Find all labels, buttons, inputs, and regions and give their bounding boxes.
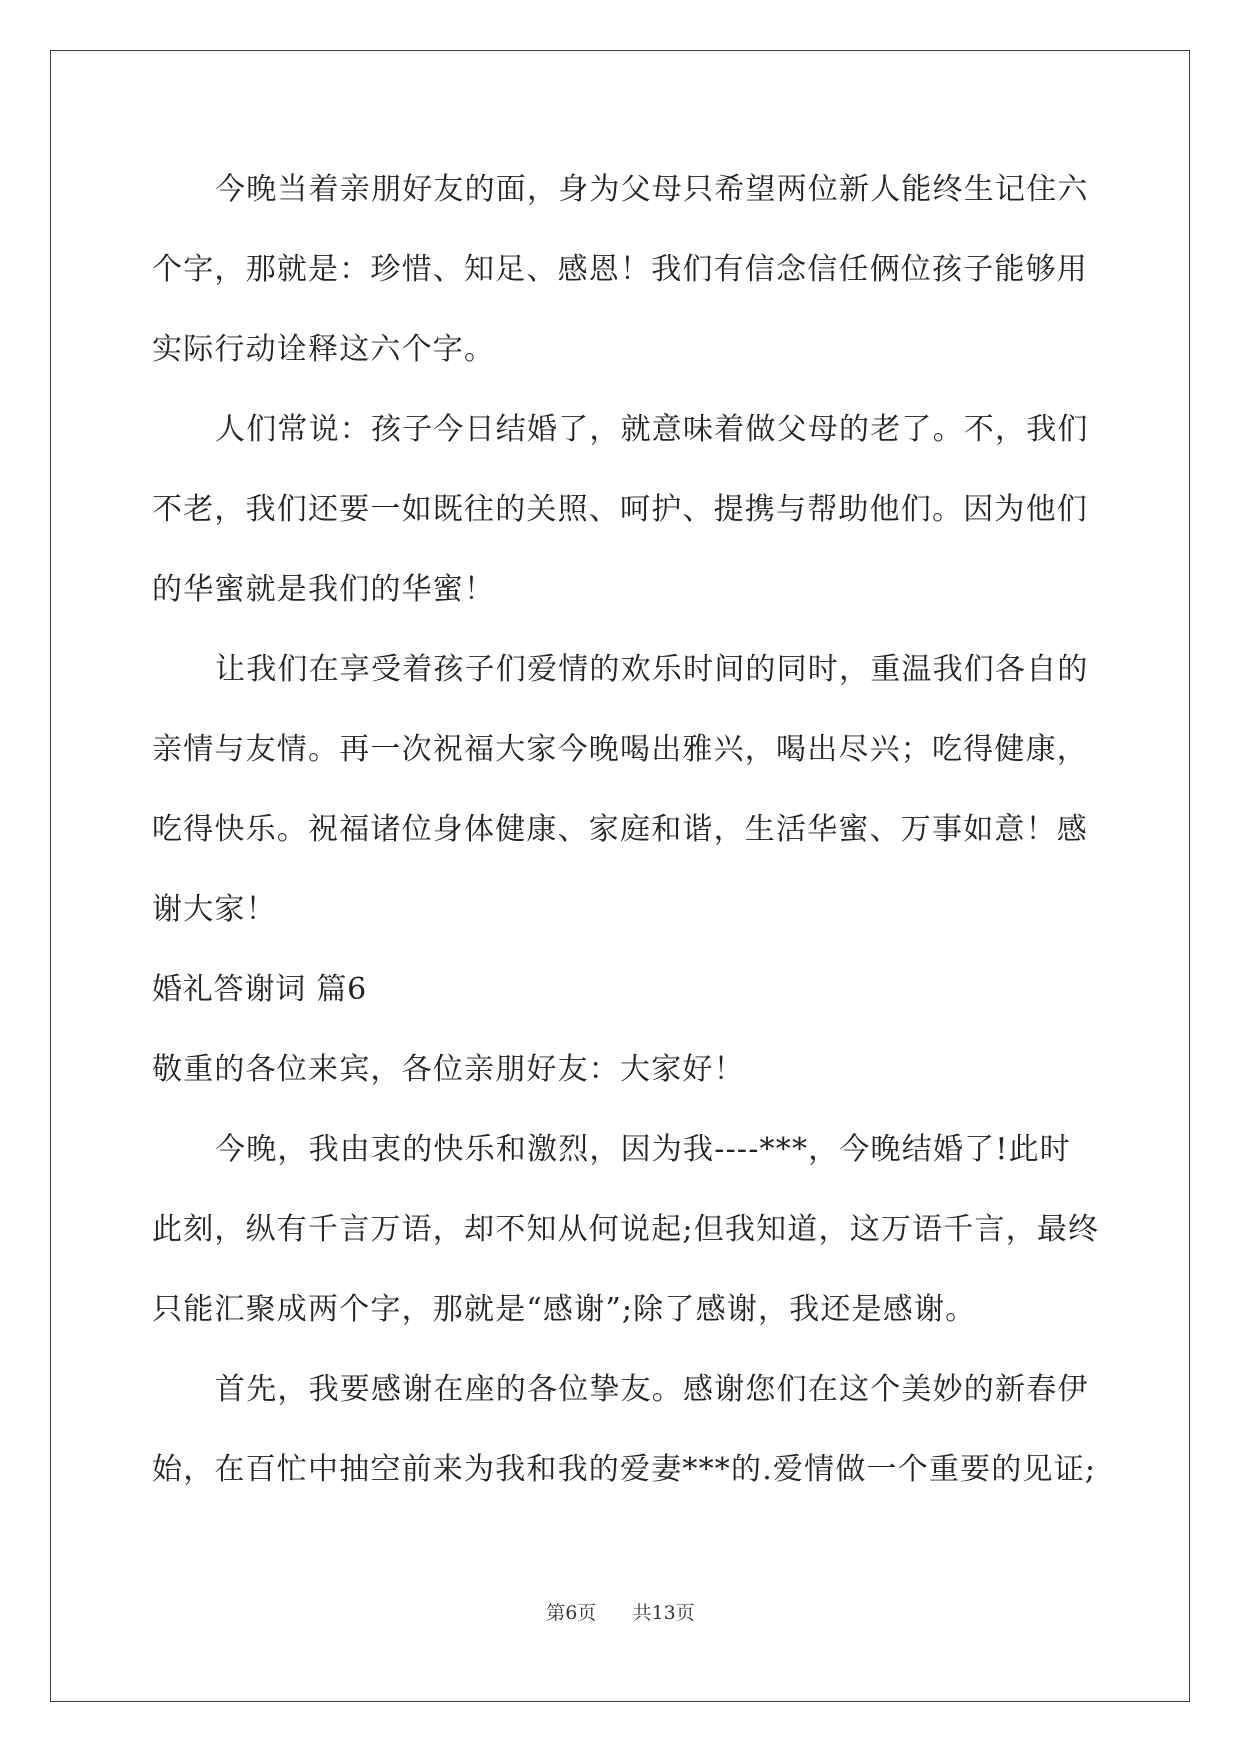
page-footer [0, 1601, 1241, 1625]
paragraph-3-line-3: 吃得快乐。祝福诸位身体健康、家庭和谐，生活华蜜、万事如意！感 [152, 812, 1088, 847]
paragraph-1-line-2: 个字，那就是：珍惜、知足、感恩！我们有信念信任俩位孩子能够用 [152, 252, 1088, 287]
paragraph-2-line-3: 的华蜜就是我们的华蜜！ [152, 572, 496, 607]
paragraph-5-line-2: 始，在百忙中抽空前来为我和我的爱妻***的.爱情做一个重要的见证; [152, 1452, 1097, 1487]
paragraph-3-line-2: 亲情与友情。再一次祝福大家今晚喝出雅兴，喝出尽兴；吃得健康， [152, 732, 1088, 767]
section-heading: 婚礼答谢词 篇6 [152, 972, 368, 1007]
page-number: 第6页 [546, 1602, 597, 1624]
paragraph-5-line-1: 首先，我要感谢在座的各位挚友。感谢您们在这个美妙的新春伊 [215, 1372, 1089, 1407]
paragraph-1-line-3: 实际行动诠释这六个字。 [152, 332, 496, 367]
footer-spacer [602, 1602, 626, 1624]
salutation: 敬重的各位来宾，各位亲朋好友：大家好！ [152, 1052, 745, 1087]
page-total: 共13页 [632, 1602, 695, 1624]
paragraph-1-line-1: 今晚当着亲朋好友的面，身为父母只希望两位新人能终生记住六 [215, 172, 1089, 207]
paragraph-4-line-1: 今晚，我由衷的快乐和激烈，因为我----***，今晚结婚了!此时 [215, 1132, 1072, 1167]
paragraph-3-line-4: 谢大家！ [152, 892, 277, 927]
paragraph-2-line-2: 不老，我们还要一如既往的关照、呵护、提携与帮助他们。因为他们 [152, 492, 1088, 527]
paragraph-4-line-2: 此刻，纵有千言万语，却不知从何说起;但我知道，这万语千言，最终 [152, 1212, 1100, 1247]
paragraph-4-line-3: 只能汇聚成两个字，那就是“感谢”;除了感谢，我还是感谢。 [152, 1292, 977, 1327]
paragraph-3-line-1: 让我们在享受着孩子们爱情的欢乐时间的同时，重温我们各自的 [215, 652, 1089, 687]
paragraph-2-line-1: 人们常说：孩子今日结婚了，就意味着做父母的老了。不，我们 [215, 412, 1089, 447]
